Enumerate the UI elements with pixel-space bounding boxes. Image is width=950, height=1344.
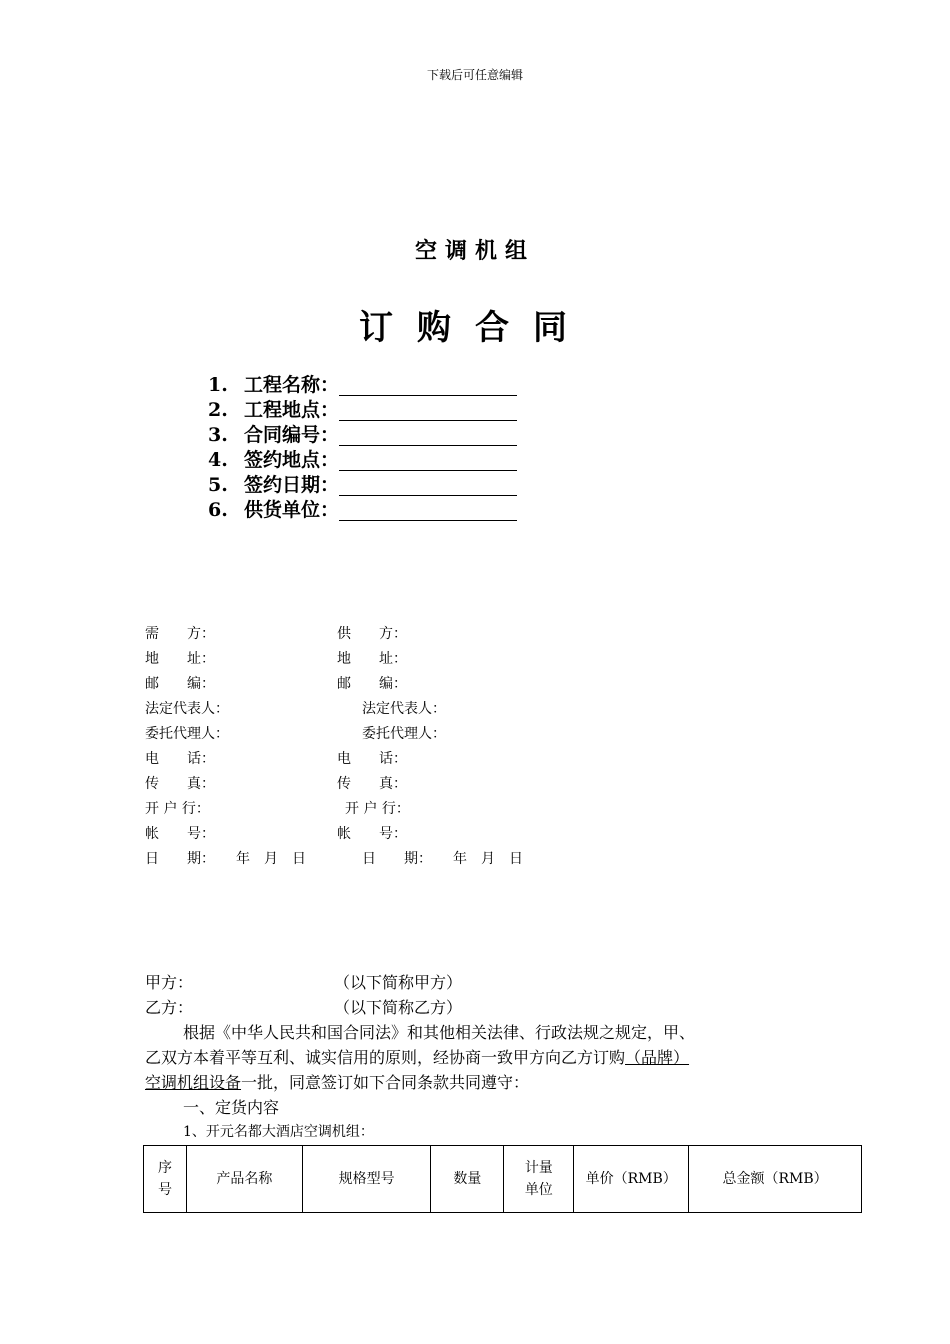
- buyer-field: 日 期： 年 月 日: [145, 851, 306, 867]
- column-header: 序号: [144, 1146, 187, 1213]
- buyer-field: 帐 号：: [145, 826, 215, 842]
- buyer-field: 委托代理人：: [145, 726, 229, 742]
- blank-line[interactable]: [339, 375, 517, 396]
- buyer-field: 开 户 行：: [145, 801, 210, 817]
- seller-field: 日 期： 年 月 日: [362, 851, 523, 867]
- party-a-label: 甲方：: [145, 973, 194, 992]
- brand-placeholder: （品牌）: [625, 1048, 690, 1067]
- equipment-name: 空调机组设备: [145, 1073, 242, 1092]
- page-header-note: 下载后可任意编辑: [426, 68, 523, 82]
- project-info-item: 4. 签约地点：: [208, 448, 517, 473]
- seller-info-block: [337, 622, 523, 872]
- buyer-field: 邮 编：: [145, 676, 215, 692]
- document-title-line1: 空调机组: [414, 238, 535, 264]
- project-info-item: 2. 工程地点：: [208, 398, 517, 423]
- seller-field: 供 方：: [337, 626, 407, 642]
- column-header: 产品名称: [186, 1146, 302, 1213]
- column-header: 单价（RMB）: [574, 1146, 689, 1213]
- buyer-field: 传 真：: [145, 776, 215, 792]
- buyer-info-block: [145, 622, 306, 872]
- document-title-line2: 订购合同: [359, 308, 591, 348]
- body-line-3: 空调机组设备一批，同意签订如下合同条款共同遵守：: [145, 1073, 530, 1092]
- seller-field: 邮 编：: [337, 676, 407, 692]
- subsection-heading: 1、开元名都大酒店空调机组：: [183, 1124, 374, 1140]
- project-info-item: 1. 工程名称：: [208, 373, 517, 398]
- blank-line[interactable]: [339, 400, 517, 421]
- buyer-field: 法定代表人：: [145, 701, 229, 717]
- seller-field: 电 话：: [337, 751, 407, 767]
- column-header: 计量单位: [504, 1146, 574, 1213]
- seller-field: 地 址：: [337, 651, 407, 667]
- blank-line[interactable]: [339, 450, 517, 471]
- seller-field: 开 户 行：: [345, 801, 410, 817]
- buyer-field: 地 址：: [145, 651, 215, 667]
- blank-line[interactable]: [339, 500, 517, 521]
- order-table: [143, 1145, 862, 1213]
- party-b-label: 乙方：: [145, 998, 194, 1017]
- project-info-item: 3. 合同编号：: [208, 423, 517, 448]
- blank-line[interactable]: [339, 425, 517, 446]
- seller-field: 委托代理人：: [362, 726, 446, 742]
- project-info-item: 6. 供货单位：: [208, 498, 517, 523]
- table-header-row: [144, 1146, 862, 1213]
- seller-field: 传 真：: [337, 776, 407, 792]
- blank-line[interactable]: [339, 475, 517, 496]
- body-line-1: 根据《中华人民共和国合同法》和其他相关法律、行政法规之规定，甲、: [183, 1023, 696, 1042]
- party-a-note: （以下简称甲方）: [334, 973, 463, 992]
- seller-field: 帐 号：: [337, 826, 407, 842]
- project-info-list: [208, 373, 517, 523]
- column-header: 规格型号: [302, 1146, 431, 1213]
- seller-field: 法定代表人：: [362, 701, 446, 717]
- party-b-note: （以下简称乙方）: [334, 998, 463, 1017]
- buyer-field: 需 方：: [145, 626, 215, 642]
- column-header: 总金额（RMB）: [689, 1146, 862, 1213]
- section-heading: 一、定货内容: [183, 1098, 280, 1117]
- column-header: 数量: [431, 1146, 504, 1213]
- buyer-field: 电 话：: [145, 751, 215, 767]
- project-info-item: 5. 签约日期：: [208, 473, 517, 498]
- body-line-2: 乙双方本着平等互利、诚实信用的原则，经协商一致甲方向乙方订购（品牌）: [145, 1048, 690, 1067]
